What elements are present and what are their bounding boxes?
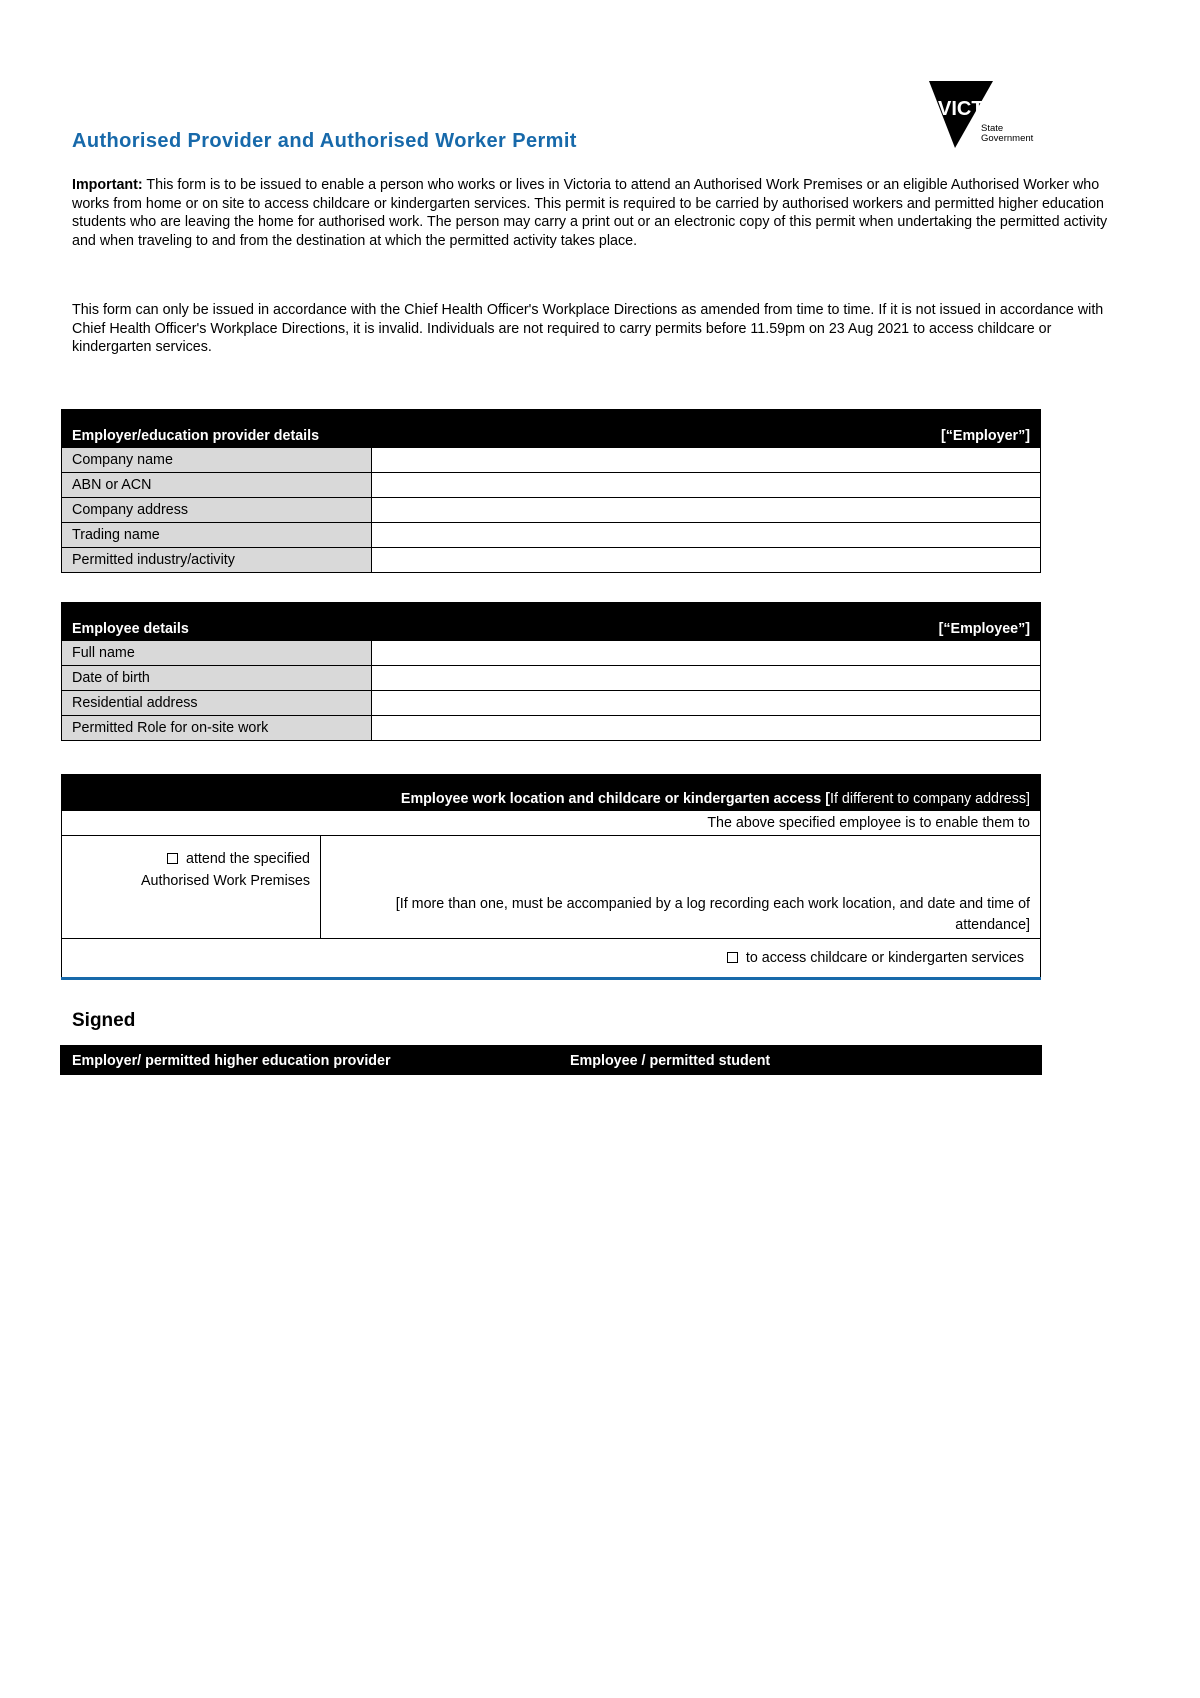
attend-premises-cell [62,836,321,939]
employer-signature-label: Employer/ permitted higher education provider [72,1053,391,1069]
date-of-birth-field[interactable] [372,666,1041,691]
table-row [62,448,1041,473]
employer-tag: [“Employer”] [941,428,1030,444]
important-label: Important: [72,177,143,193]
validity-paragraph: This form can only be issued in accordance with the Chief Health Officer's Workplace Directions as amended from time to time. If it is not issued in accordance with Chief Health Officer's Workplace Directions, it is invalid. Individuals are not required to carry permits before 11.59pm on 23 Aug 2021 to access childcare or kindergarten services. [72,302,1104,355]
table-row [62,641,1041,666]
logo-line2: Government [981,133,1034,144]
attend-premises-label-line2: Authorised Work Premises [141,873,310,889]
employer-header-row [62,410,1041,448]
important-text: This form is to be issued to enable a person who works or lives in Victoria to attend an Authorised Work Premises or an eligible Authorised Worker who works from home or on site to access childcare or kindergarten services. This permit is required to be carried by authorised workers and permitted higher education students who are leaving the home for authorised work. The person may carry a print out or an electronic copy of this permit when undertaking the permitted activity and when traveling to and from the destination at which the permitted activity takes place. [72,177,1108,249]
victoria-logo [927,79,1047,149]
permitted-industry-label: Permitted industry/activity [62,548,372,573]
permitted-role-label: Permitted Role for on-site work [62,716,372,741]
employer-header: Employer/education provider details [72,428,320,444]
location-header-note: If different to company address] [829,791,1030,807]
abn-acn-field[interactable] [372,473,1041,498]
company-address-field[interactable] [372,498,1041,523]
residential-address-label: Residential address [62,691,372,716]
childcare-row [62,939,1041,979]
attend-premises-row [62,836,1041,939]
full-name-label: Full name [62,641,372,666]
location-header-row [62,775,1041,811]
childcare-checkbox[interactable] [727,952,738,963]
page-title: Authorised Provider and Authorised Worker Permit [72,130,577,152]
childcare-label: to access childcare or kindergarten services [745,950,1024,966]
work-premises-field[interactable] [321,836,1041,939]
permitted-role-field[interactable] [372,716,1041,741]
table-row [62,716,1041,741]
employee-header: Employee details [72,621,189,637]
trading-name-label: Trading name [62,523,372,548]
table-row [62,498,1041,523]
attend-premises-checkbox[interactable] [167,853,178,864]
permitted-industry-field[interactable] [372,548,1041,573]
work-location-table [61,774,1041,980]
important-paragraph [72,176,1132,250]
employee-details-table [61,602,1041,741]
full-name-field[interactable] [372,641,1041,666]
victoria-triangle-icon [927,79,1047,149]
employer-details-table [61,409,1041,573]
signature-header-bar [60,1045,1042,1075]
trading-name-field[interactable] [372,523,1041,548]
attend-premises-label-line1: attend the specified [186,851,310,867]
signed-heading: Signed [72,1010,136,1031]
employee-tag: [“Employee”] [938,621,1030,637]
company-address-label: Company address [62,498,372,523]
company-name-field[interactable] [372,448,1041,473]
table-row [62,666,1041,691]
residential-address-field[interactable] [372,691,1041,716]
log-note: [If more than one, must be accompanied by a log recording each work location, and date and time of attendance] [395,896,1030,933]
location-subheader-row [62,811,1041,836]
table-row [62,691,1041,716]
date-of-birth-label: Date of birth [62,666,372,691]
table-row [62,523,1041,548]
table-row [62,473,1041,498]
company-name-label: Company name [62,448,372,473]
employee-signature-label: Employee / permitted student [570,1053,771,1069]
logo-line1: State [981,123,1004,134]
abn-acn-label: ABN or ACN [62,473,372,498]
location-subheader: The above specified employee is to enable them to [62,811,1041,836]
logo-word: VICTORIA [938,98,1034,120]
location-header: Employee work location and childcare or kindergarten access [ [400,791,830,807]
table-row [62,548,1041,573]
employee-header-row [62,603,1041,641]
